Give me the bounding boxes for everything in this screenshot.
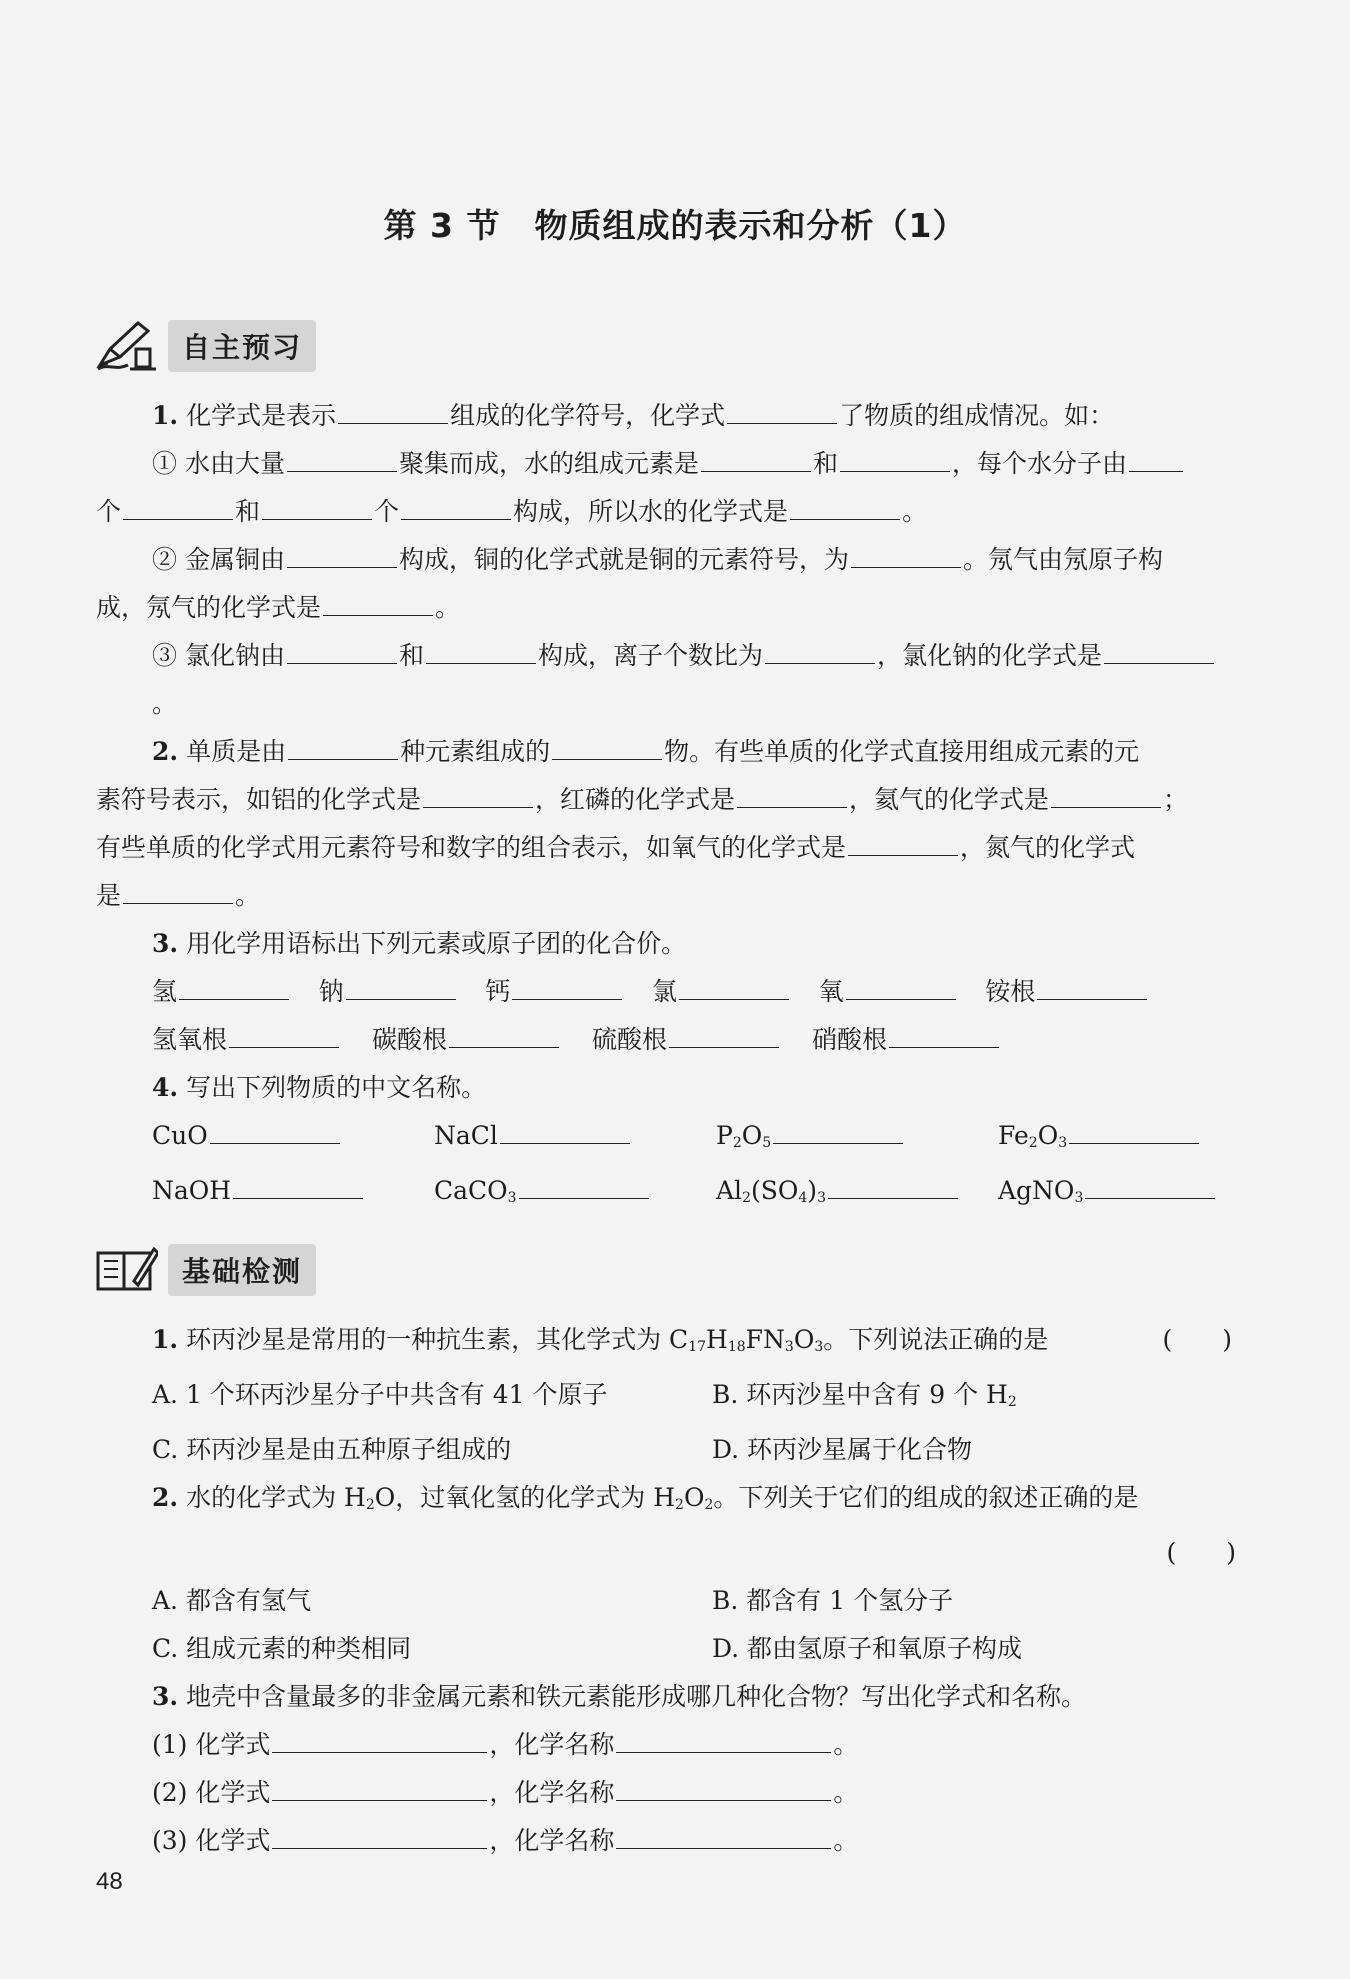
formula-row-1 bbox=[152, 1112, 1236, 1167]
answer-blank[interactable] bbox=[287, 441, 397, 472]
section-header-basic-test bbox=[94, 1240, 316, 1300]
answer-blank[interactable] bbox=[123, 489, 233, 520]
question-1-part-2-cont: 成，氖气的化学式是 。 bbox=[96, 584, 1236, 632]
option-c: C. 组成元素的种类相同 bbox=[152, 1634, 412, 1663]
valence-item: 氢氧根 bbox=[152, 1016, 372, 1064]
question-1-part-1: ① 水由大量 聚集而成，水的组成元素是 和 ，每个水分子由 bbox=[96, 440, 1236, 488]
valence-item: 碳酸根 bbox=[372, 1016, 592, 1064]
answer-blank[interactable] bbox=[790, 489, 900, 520]
formula-item: CaCO$_3$ bbox=[434, 1167, 716, 1222]
preview-questions bbox=[96, 392, 1236, 1222]
valence-row-1 bbox=[152, 968, 1152, 1016]
pencil-writing-icon bbox=[94, 319, 158, 373]
answer-blank[interactable] bbox=[272, 1770, 487, 1801]
option-a: A. 1 个环丙沙星分子中共含有 41 个原子 bbox=[152, 1380, 608, 1409]
question-4: 4. 写出下列物质的中文名称。 bbox=[152, 1073, 487, 1102]
formula-row-2 bbox=[152, 1167, 1236, 1222]
formula-item: NaCl bbox=[434, 1112, 716, 1167]
basic-test-questions bbox=[96, 1316, 1236, 1865]
answer-blank[interactable] bbox=[272, 1722, 487, 1753]
mc-question-2: 2. 水的化学式为 $H_2O$，过氧化氢的化学式为 $H_2O_2$。下列关于它们的组成的叙述正确的是 bbox=[152, 1483, 1139, 1513]
valence-item: 氧 bbox=[819, 968, 986, 1016]
answer-blank[interactable] bbox=[512, 969, 622, 1000]
question-3: 3. 用化学用语标出下列元素或原子团的化合价。 bbox=[152, 929, 687, 958]
answer-blank[interactable] bbox=[773, 1113, 903, 1144]
valence-item: 硫酸根 bbox=[592, 1016, 812, 1064]
question-1-part-2: ② 金属铜由 构成，铜的化学式就是铜的元素符号，为 。氖气由氖原子构 bbox=[96, 536, 1236, 584]
formula-item: CuO bbox=[152, 1112, 434, 1167]
answer-blank[interactable] bbox=[323, 585, 433, 616]
formula-item: $Al_2(SO_4)_3$ bbox=[716, 1167, 998, 1222]
answer-parentheses[interactable]: ( ) bbox=[1162, 1325, 1232, 1354]
open-book-pen-icon bbox=[94, 1243, 158, 1297]
mc-options-1 bbox=[96, 1371, 1236, 1474]
answer-blank[interactable] bbox=[737, 777, 847, 808]
answer-blank[interactable] bbox=[287, 537, 397, 568]
answer-blank[interactable] bbox=[123, 873, 233, 904]
option-b: B. 都含有 1 个氢分子 bbox=[712, 1586, 954, 1615]
question-1-part-1-cont: 个 和 个 构成，所以水的化学式是 。 bbox=[96, 488, 1236, 536]
option-a: A. 都含有氢气 bbox=[152, 1586, 311, 1615]
answer-blank[interactable] bbox=[1069, 1113, 1199, 1144]
answer-blank[interactable] bbox=[616, 1818, 831, 1849]
answer-blank[interactable] bbox=[848, 825, 958, 856]
option-b: B. 环丙沙星中含有 9 个 $H_2$ bbox=[712, 1380, 1017, 1410]
question-4-items bbox=[96, 1112, 1236, 1222]
page-number: 48 bbox=[96, 1868, 123, 1895]
answer-blank[interactable] bbox=[1051, 777, 1161, 808]
formula-item: $P_2O_5$ bbox=[716, 1112, 998, 1167]
section-label: 基础检测 bbox=[168, 1244, 316, 1296]
mc-question-1: 1. 环丙沙星是常用的一种抗生素，其化学式为 $C_{17}H_{18}FN_3O_3$。下列说法正确的是 ( ) bbox=[96, 1316, 1236, 1371]
answer-blank[interactable] bbox=[233, 1168, 363, 1199]
answer-blank[interactable] bbox=[679, 969, 789, 1000]
valence-item: 硝酸根 bbox=[812, 1016, 1032, 1064]
section-label: 自主预习 bbox=[168, 320, 316, 372]
formula-item: NaOH bbox=[152, 1167, 434, 1222]
valence-item: 氯 bbox=[652, 968, 819, 1016]
question-3-items bbox=[96, 968, 1236, 1064]
answer-line-3: (3) 化学式 ，化学名称 。 bbox=[96, 1817, 1236, 1865]
question-1-part-3: ③ 氯化钠由 和 构成，离子个数比为 ，氯化钠的化学式是。 bbox=[96, 632, 1236, 728]
option-d: D. 都由氢原子和氧原子构成 bbox=[712, 1634, 1023, 1663]
answer-blank[interactable] bbox=[1104, 633, 1214, 664]
answer-blank[interactable] bbox=[229, 1017, 339, 1048]
answer-blank[interactable] bbox=[616, 1722, 831, 1753]
answer-blank[interactable] bbox=[889, 1017, 999, 1048]
question-2: 2. 单质是由 种元素组成的 物。有些单质的化学式直接用组成元素的元 bbox=[96, 728, 1236, 776]
answer-blank[interactable] bbox=[840, 441, 950, 472]
answer-blank[interactable] bbox=[552, 729, 662, 760]
answer-parentheses[interactable]: ( ) bbox=[1166, 1538, 1236, 1567]
answer-blank[interactable] bbox=[272, 1818, 487, 1849]
answer-blank[interactable] bbox=[288, 729, 398, 760]
answer-blank[interactable] bbox=[727, 393, 837, 424]
question-2-cont-1: 素符号表示，如铝的化学式是 ，红磷的化学式是 ，氦气的化学式是 ； bbox=[96, 776, 1236, 824]
answer-blank[interactable] bbox=[287, 633, 397, 664]
mc-question-2-paren-line bbox=[96, 1529, 1236, 1577]
answer-blank[interactable] bbox=[616, 1770, 831, 1801]
answer-blank[interactable] bbox=[765, 633, 875, 664]
answer-blank[interactable] bbox=[401, 489, 511, 520]
valence-item: 氢 bbox=[152, 968, 319, 1016]
valence-item: 钠 bbox=[319, 968, 486, 1016]
answer-blank[interactable] bbox=[1037, 969, 1147, 1000]
question-1: 1. 化学式是表示 组成的化学符号，化学式 了物质的组成情况。如： bbox=[96, 392, 1236, 440]
question-2-cont-2: 有些单质的化学式用元素符号和数字的组合表示，如氧气的化学式是 ，氮气的化学式 bbox=[96, 824, 1236, 872]
answer-line-1: (1) 化学式 ，化学名称 。 bbox=[96, 1721, 1236, 1769]
valence-row-2 bbox=[152, 1016, 1032, 1064]
mc-options-2 bbox=[96, 1577, 1236, 1673]
answer-blank[interactable] bbox=[210, 1113, 340, 1144]
answer-blank[interactable] bbox=[426, 633, 536, 664]
answer-blank[interactable] bbox=[262, 489, 372, 520]
answer-blank[interactable] bbox=[500, 1113, 630, 1144]
answer-blank[interactable] bbox=[1129, 441, 1183, 472]
option-c: C. 环丙沙星是由五种原子组成的 bbox=[152, 1435, 512, 1464]
answer-blank[interactable] bbox=[423, 777, 533, 808]
question-3: 3. 地壳中含量最多的非金属元素和铁元素能形成哪几种化合物？写出化学式和名称。 bbox=[152, 1682, 1087, 1711]
formula-item: $Fe_2O_3$ bbox=[998, 1112, 1280, 1167]
answer-blank[interactable] bbox=[338, 393, 448, 424]
option-d: D. 环丙沙星属于化合物 bbox=[712, 1435, 973, 1464]
answer-blank[interactable] bbox=[449, 1017, 559, 1048]
answer-line-2: (2) 化学式 ，化学名称 。 bbox=[96, 1769, 1236, 1817]
answer-blank[interactable] bbox=[519, 1168, 649, 1199]
answer-blank[interactable] bbox=[346, 969, 456, 1000]
answer-blank[interactable] bbox=[701, 441, 811, 472]
answer-blank[interactable] bbox=[846, 969, 956, 1000]
section-header-preview bbox=[94, 316, 316, 376]
page-title: 第 3 节 物质组成的表示和分析（1） bbox=[383, 206, 967, 245]
answer-blank[interactable] bbox=[851, 537, 961, 568]
answer-blank[interactable] bbox=[1085, 1168, 1215, 1199]
valence-item: 钙 bbox=[485, 968, 652, 1016]
answer-blank[interactable] bbox=[828, 1168, 958, 1199]
question-2-cont-3: 是 。 bbox=[96, 872, 1236, 920]
formula-item: AgNO$_3$ bbox=[998, 1167, 1280, 1222]
valence-item: 铵根 bbox=[985, 968, 1152, 1016]
answer-blank[interactable] bbox=[179, 969, 289, 1000]
answer-blank[interactable] bbox=[669, 1017, 779, 1048]
